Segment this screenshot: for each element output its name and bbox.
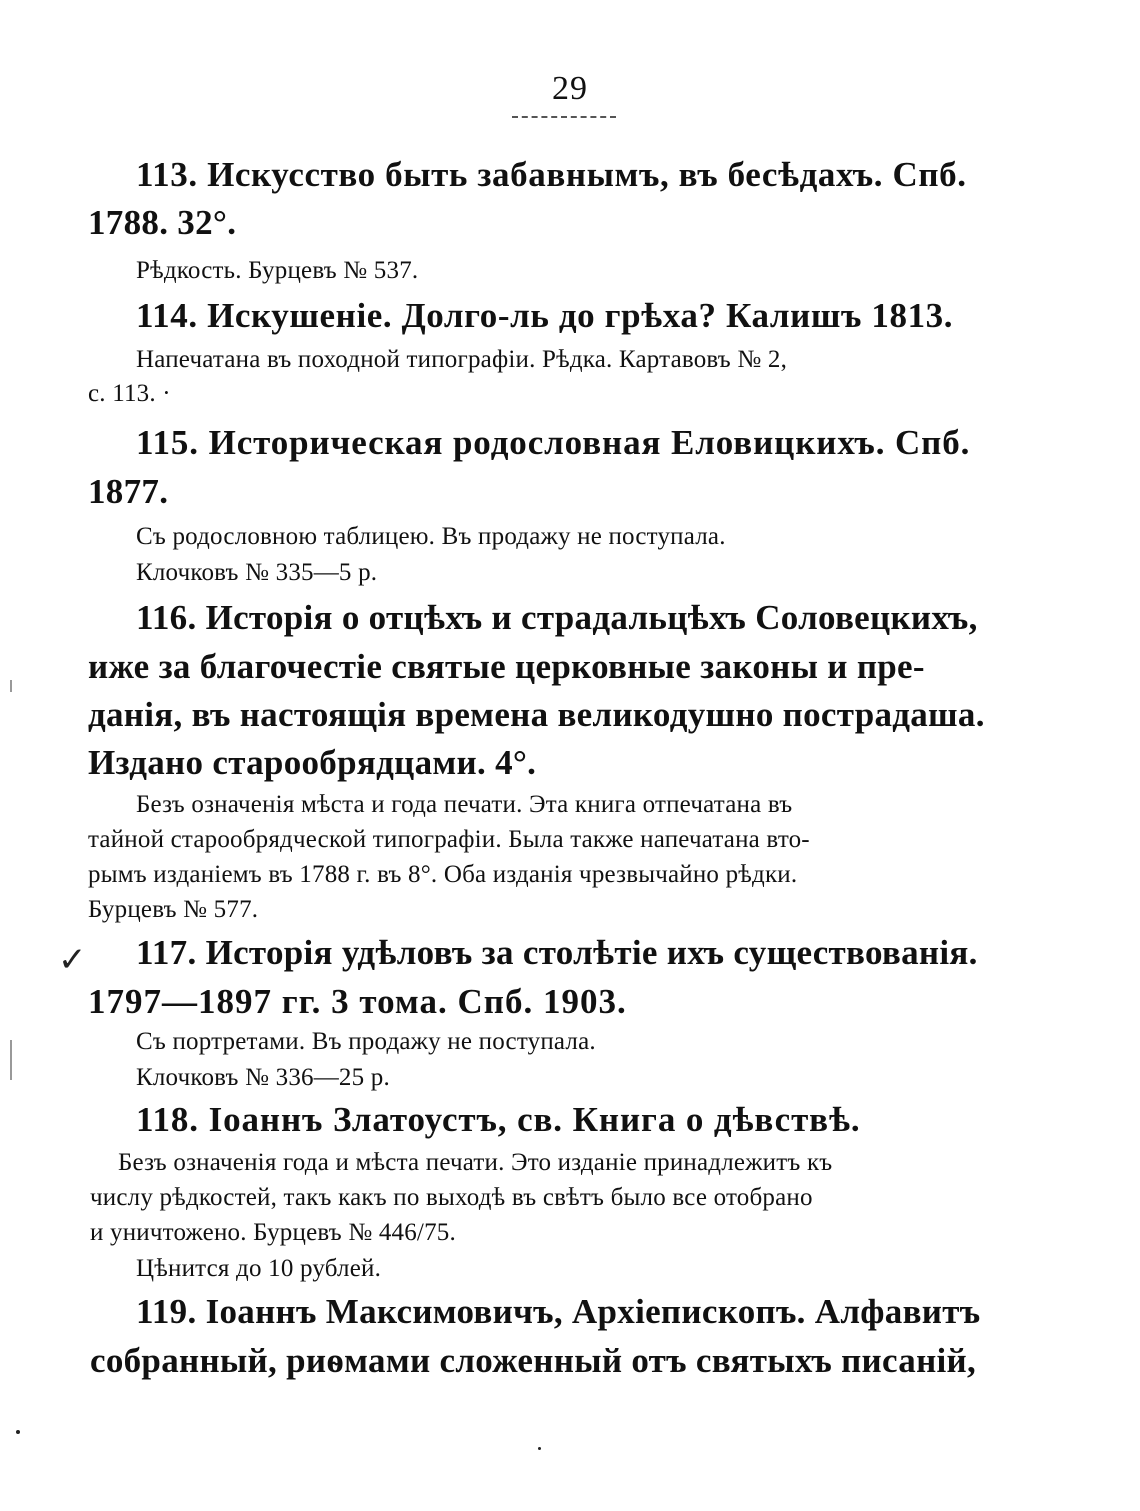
entry-114-note-line-1: Напечатана въ походной типографіи. Рѣдка. Картавовъ № 2, — [136, 346, 788, 373]
entry-116-title-line-4: Издано старообрядцами. 4°. — [88, 743, 537, 782]
entry-116-note-line-1: Безъ означенія мѣста и года печати. Эта книга отпечатана въ — [136, 791, 793, 818]
entry-115-note-line-2: Клочковъ № 335—5 р. — [136, 559, 378, 586]
entry-119-title-line-2: собранный, риѳмами сложенный отъ святыхъ писаній, — [90, 1341, 977, 1380]
entry-118-note-line-3: и уничтожено. Бурцевъ № 446/75. — [90, 1219, 456, 1246]
entry-116-title-line-1: 116. Исторія о отцѣхъ и страдальцѣхъ Соловецкихъ, — [136, 598, 978, 637]
entry-116-title-line-3: данія, въ настоящія времена великодушно пострадаша. — [88, 695, 985, 734]
entry-119-title-line-1: 119. Іоаннъ Максимовичъ, Архіепископъ. Алфавитъ — [136, 1292, 981, 1331]
entry-117-title-line-2: 1797—1897 гг. 3 тома. Спб. 1903. — [88, 982, 627, 1021]
entry-117-note-line-1: Съ портретами. Въ продажу не поступала. — [136, 1028, 596, 1055]
scan-speck — [16, 1430, 20, 1434]
entry-118-note-line-4: Цѣнится до 10 рублей. — [136, 1255, 382, 1282]
entry-118-note-line-1: Безъ означенія года и мѣста печати. Это изданіе принадлежитъ къ — [118, 1149, 833, 1176]
entry-114-title-line-1: 114. Искушеніе. Долго-ль до грѣха? Калишъ 1813. — [136, 296, 954, 335]
entry-113-title-line-2: 1788. 32°. — [88, 203, 237, 242]
entry-113-note-line-1: Рѣдкость. Бурцевъ № 537. — [136, 257, 419, 284]
entry-115-note-line-1: Съ родословною таблицею. Въ продажу не поступала. — [136, 523, 726, 550]
entry-113-title-line-1: 113. Искусство быть забавнымъ, въ бесѣдахъ. Спб. — [136, 155, 967, 194]
left-edge-mark — [10, 680, 12, 692]
entry-114-note-line-2: с. 113. · — [88, 380, 171, 407]
checkmark-annotation: ✓ — [58, 940, 87, 980]
entry-118-title-line-1: 118. Іоаннъ Златоустъ, св. Книга о дѣвствѣ. — [136, 1100, 861, 1139]
entry-115-title-line-2: 1877. — [88, 472, 169, 511]
entry-116-note-line-4: Бурцевъ № 577. — [88, 896, 259, 923]
left-edge-mark — [10, 1040, 12, 1080]
scan-speck — [538, 1447, 541, 1450]
entry-117-note-line-2: Клочковъ № 336—25 р. — [136, 1064, 390, 1091]
entry-118-note-line-2: числу рѣдкостей, такъ какъ по выходѣ въ свѣтъ было все отобрано — [90, 1184, 813, 1211]
entry-116-note-line-2: тайной старообрядческой типографіи. Была также напечатана вто- — [88, 826, 810, 853]
page-number: 29 — [552, 70, 588, 107]
entry-117-title-line-1: 117. Исторія удѣловъ за столѣтіе ихъ существованія. — [136, 933, 978, 972]
page-number-rule — [512, 116, 616, 118]
entry-116-title-line-2: иже за благочестіе святые церковные законы и пре- — [88, 647, 925, 686]
entry-115-title-line-1: 115. Историческая родословная Еловицкихъ. Спб. — [136, 423, 971, 462]
entry-116-note-line-3: рымъ изданіемъ въ 1788 г. въ 8°. Оба изданія чрезвычайно рѣдки. — [88, 861, 798, 888]
